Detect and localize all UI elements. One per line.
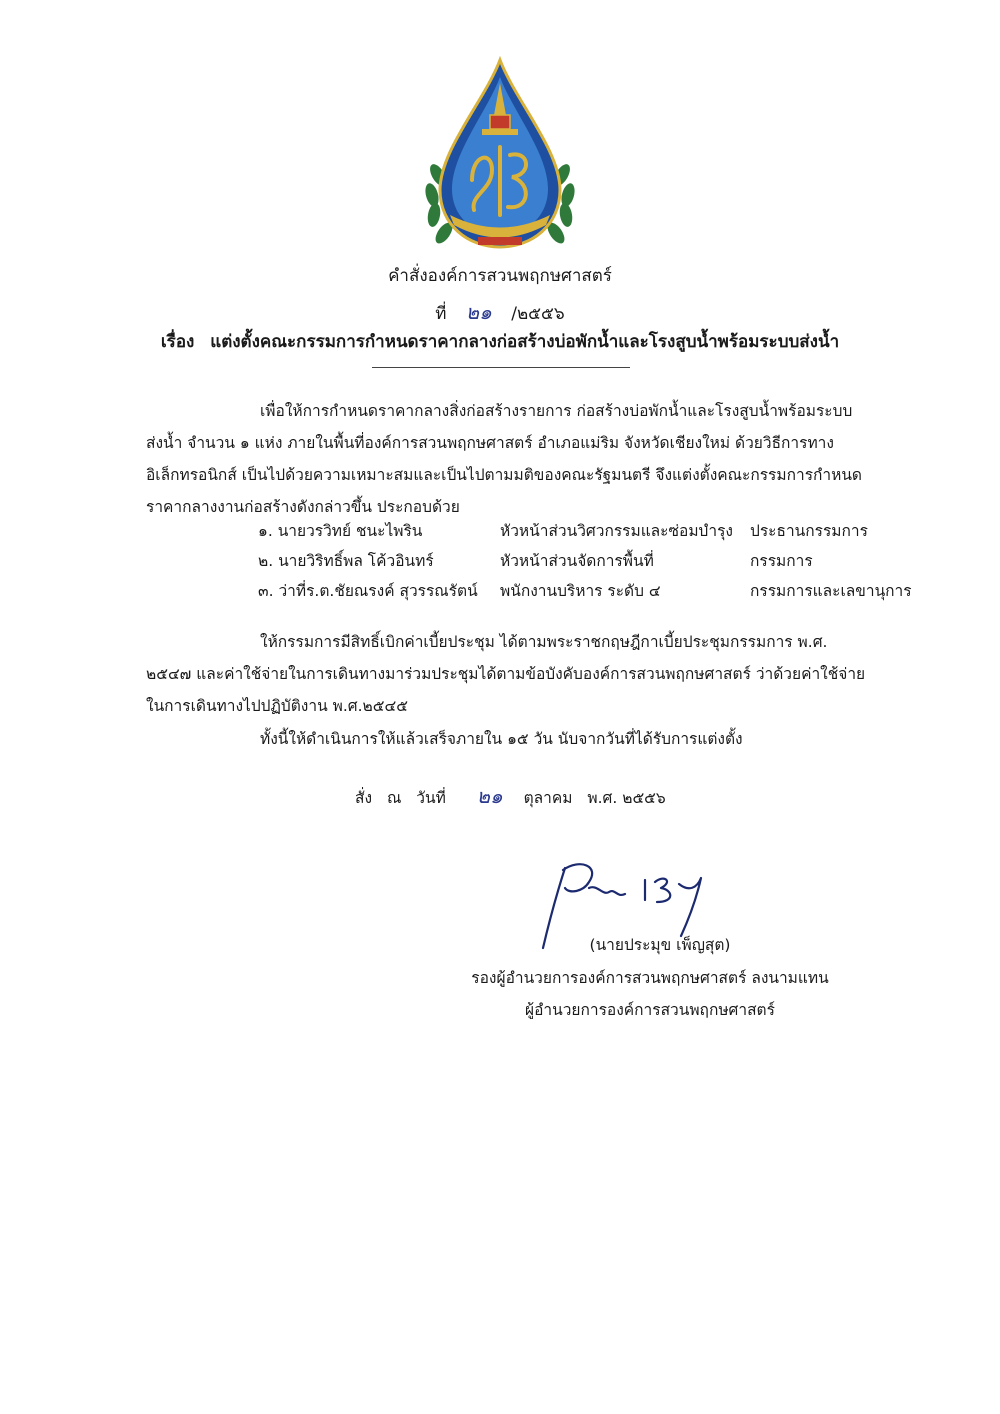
year: พ.ศ. ๒๕๕๖ (587, 789, 666, 807)
paragraph-line: อิเล็กทรอนิกส์ เป็นไปด้วยความเหมาะสมและเป็นไปตามมติของคณะรัฐมนตรี จึงแต่งตั้งคณะกรรมการกำหนด (146, 466, 862, 484)
subject-text: แต่งตั้งคณะกรรมการกำหนดราคากลางก่อสร้างบ่อพักน้ำและโรงสูบน้ำพร้อมระบบส่งน้ำ (210, 332, 840, 352)
member-role: กรรมการและเลขานุการ (750, 582, 912, 600)
paragraph-line: ในการเดินทางไปปฏิบัติงาน พ.ศ.๒๕๔๕ (146, 697, 408, 715)
member-position: พนักงานบริหาร ระดับ ๔ (500, 582, 661, 600)
subject-label: เรื่อง (160, 332, 195, 352)
list-item (258, 546, 918, 576)
order-word: สั่ง (355, 789, 373, 807)
day-label: วันที่ (416, 789, 446, 807)
member-position: หัวหน้าส่วนวิศวกรรมและซ่อมบำรุง (500, 522, 733, 540)
member-name: ๓. ว่าที่ร.ต.ชัยณรงค์ สุวรรณรัตน์ (258, 582, 478, 600)
document-subject (0, 328, 1000, 355)
signer-position-line2: ผู้อำนวยการองค์การสวนพฤกษศาสตร์ (525, 1001, 775, 1019)
document-number-prefix: ที่ (435, 304, 447, 324)
member-name: ๑. นายวรวิทย์ ชนะไพริน (258, 522, 423, 540)
divider (372, 367, 630, 368)
paragraph-line: ๒๕๔๗ และค่าใช้จ่ายในการเดินทางมาร่วมประชุมได้ตามข้อบังคับองค์การสวนพฤกษศาสตร์ ว่าด้วยค่าใช้จ่าย (146, 665, 866, 683)
paragraph-allowance (146, 626, 906, 722)
paragraph-line: ราคากลางงานก่อสร้างดังกล่าวขึ้น ประกอบด้วย (146, 498, 460, 516)
member-name: ๒. นายวิริทธิ์พล โค้วอินทร์ (258, 552, 434, 570)
paragraph-purpose (146, 395, 906, 523)
paragraph-line: ทั้งนี้ให้ดำเนินการให้แล้วเสร็จภายใน ๑๕ วัน นับจากวันที่ได้รับการแต่งตั้ง (260, 730, 743, 748)
committee-member-list (258, 516, 918, 606)
document-title: คำสั่งองค์การสวนพฤกษศาสตร์ (388, 266, 612, 286)
document-number-year: /๒๕๕๖ (511, 304, 565, 324)
signer-name: (นายประมุข เพ็ญสุต) (589, 936, 731, 954)
at-word: ณ (386, 789, 402, 807)
document-number-handwritten: ๒๑ (465, 300, 492, 324)
list-item (258, 516, 918, 546)
member-position: หัวหน้าส่วนจัดการพื้นที่ (500, 552, 654, 570)
paragraph-line: ให้กรรมการมีสิทธิ์เบิกค่าเบี้ยประชุม ได้ตามพระราชกฤษฎีกาเบี้ยประชุมกรรมการ พ.ศ. (260, 633, 828, 651)
document-number (0, 296, 1000, 328)
organization-seal-logo (420, 55, 580, 255)
paragraph-line: เพื่อให้การกำหนดราคากลางสิ่งก่อสร้างรายการ ก่อสร้างบ่อพักน้ำและโรงสูบน้ำพร้อมระบบ (260, 402, 853, 420)
month: ตุลาคม (523, 789, 573, 807)
list-item (258, 576, 918, 606)
paragraph-line: ส่งน้ำ จำนวน ๑ แห่ง ภายในพื้นที่องค์การสวนพฤกษศาสตร์ อำเภอแม่ริม จังหวัดเชียงใหม่ ด้วยวิธีการทาง (146, 434, 834, 452)
member-role: ประธานกรรมการ (750, 522, 868, 540)
signer-position-line1: รองผู้อำนวยการองค์การสวนพฤกษศาสตร์ ลงนามแทน (471, 969, 829, 987)
order-date (355, 780, 676, 812)
paragraph-deadline (146, 723, 906, 755)
day-handwritten: ๒๑ (476, 784, 503, 808)
member-role: กรรมการ (750, 552, 813, 570)
